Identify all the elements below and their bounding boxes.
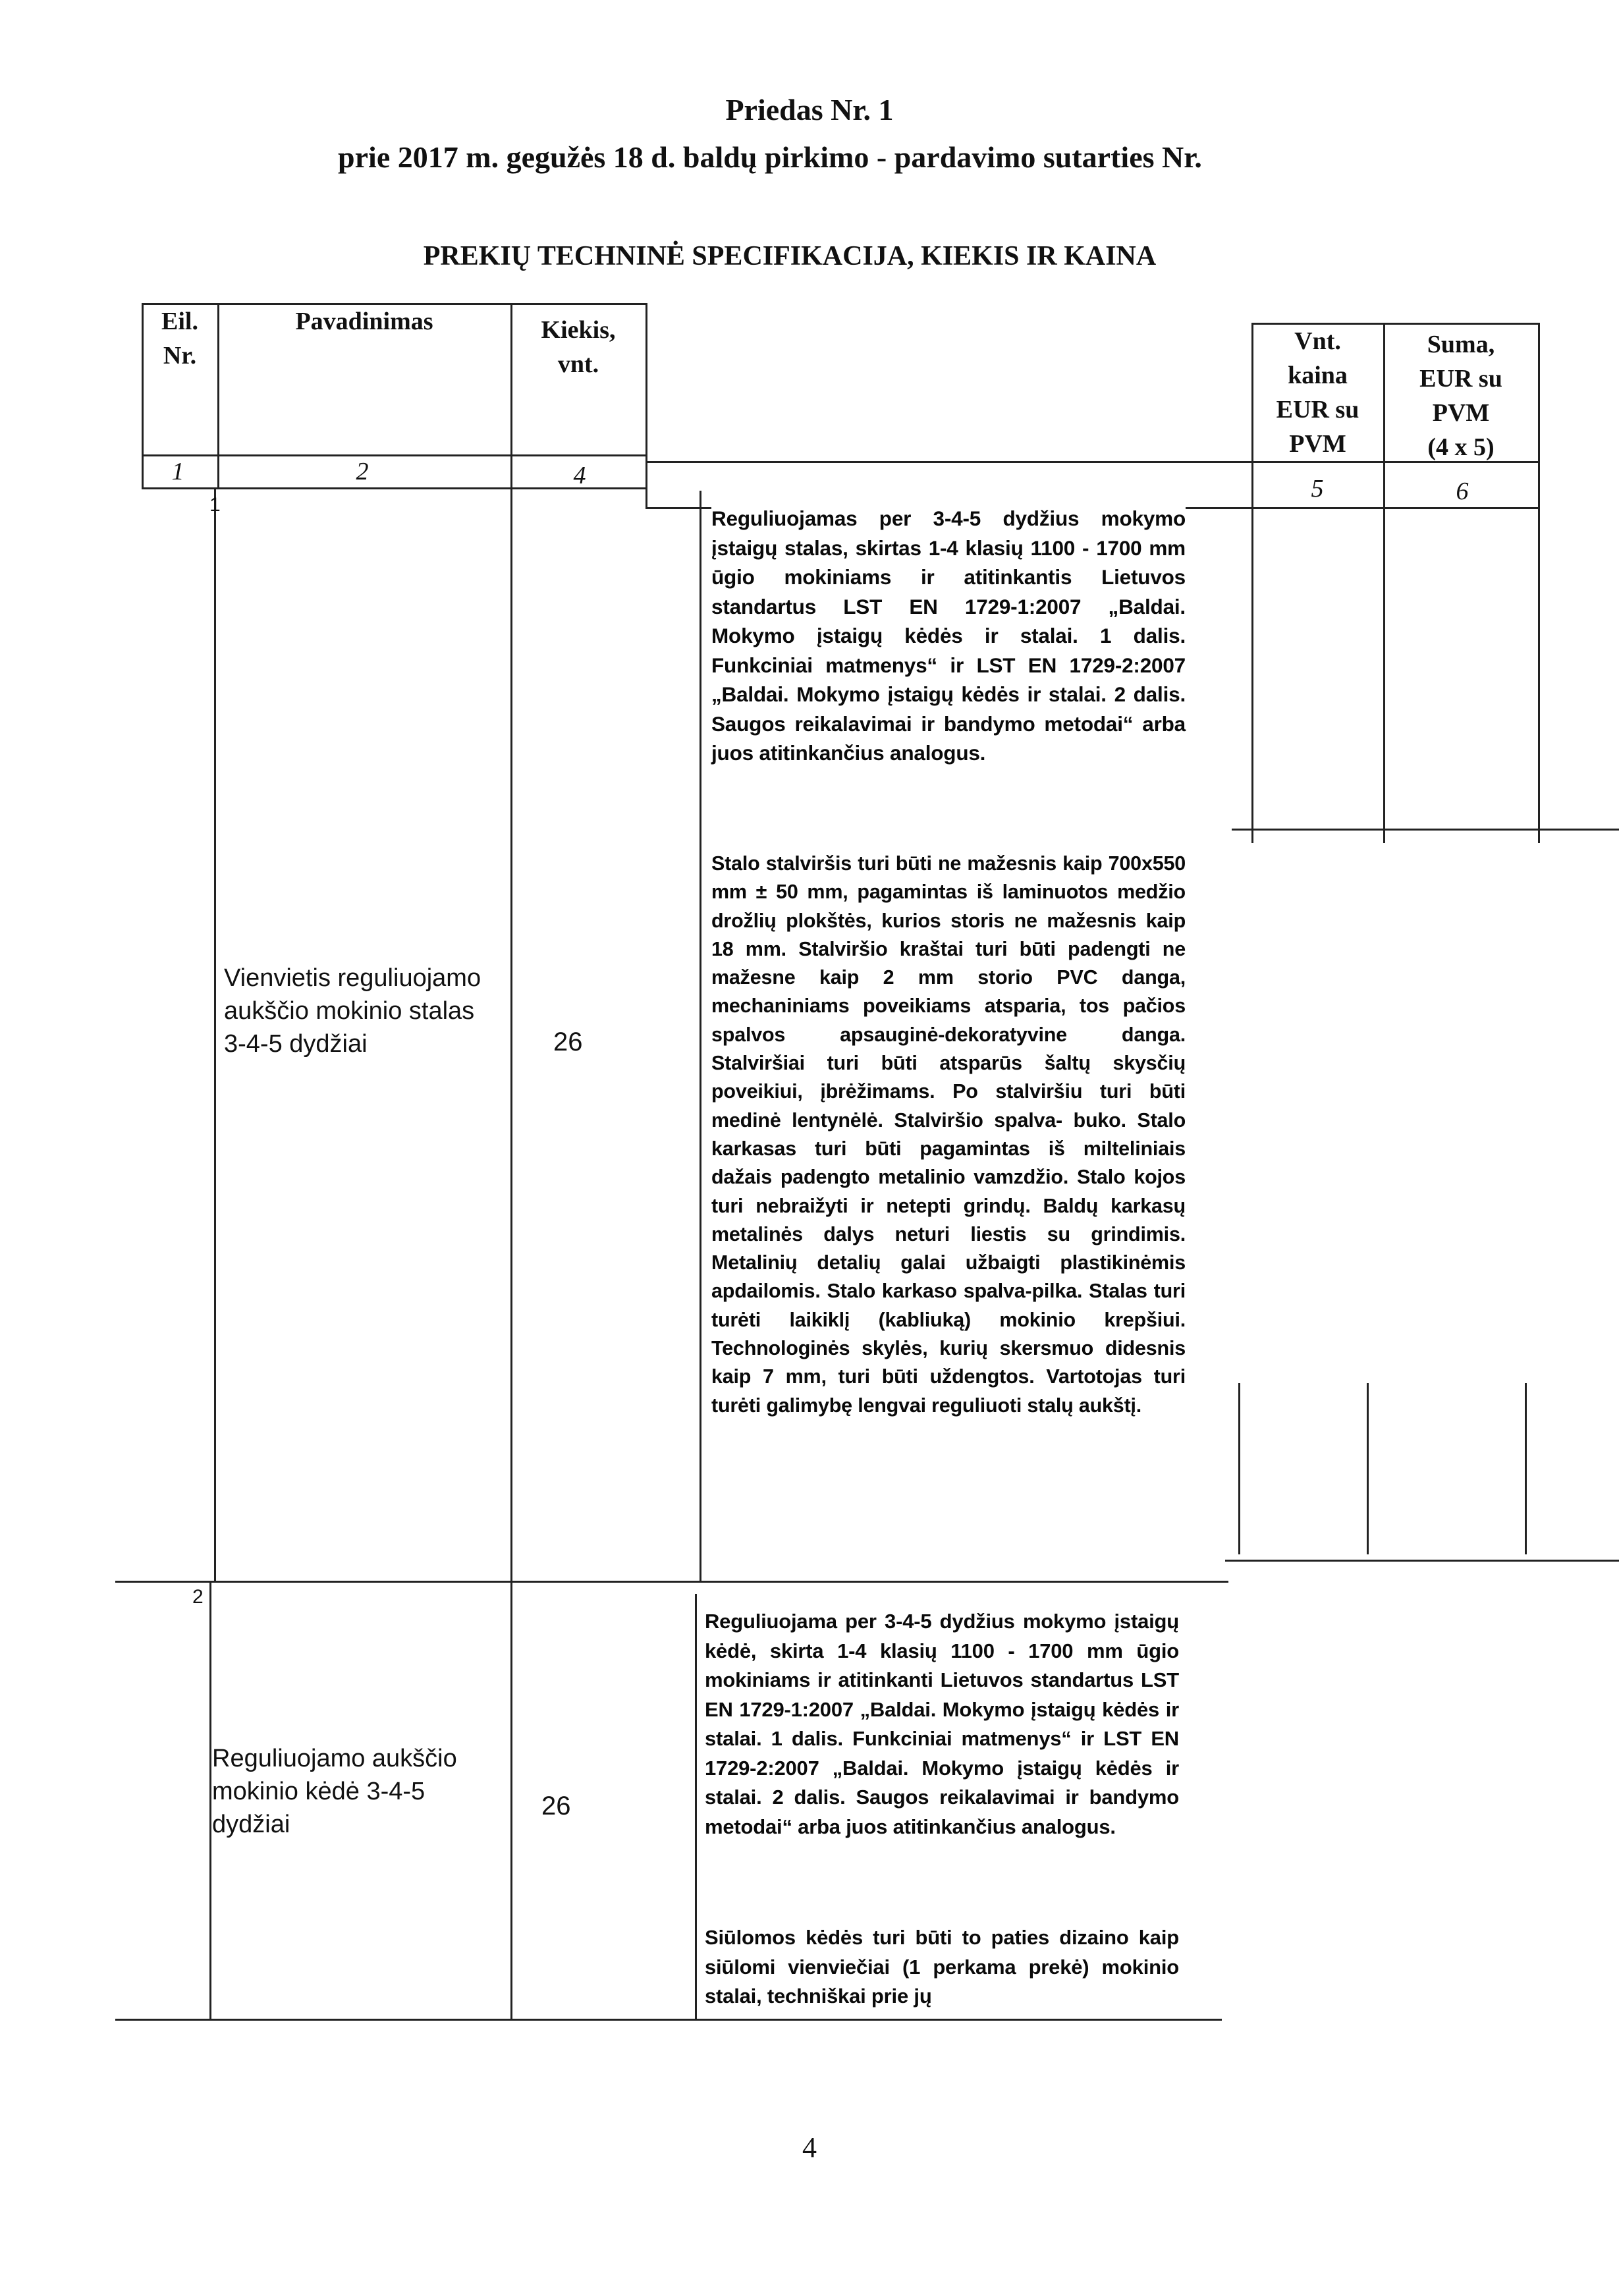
item-name: Vienvietis reguliuojamo aukščio mokinio stalas 3-4-5 dydžiai (224, 964, 481, 1058)
page-number: 4 (802, 2131, 817, 2164)
column-number-2: 2 (356, 458, 369, 485)
item-spec-part1: Reguliuojama per 3-4-5 dydžius mokymo įstaigų kėdė, skirta 1-4 klasių 1100 - 1700 mm ūgio mokiniams ir atitinkanti Lietuvos standartus LST EN 1729-1:2007 „Baldai. Mokymo įstaigų kėdės ir stalai. 1 dalis. Funkciniai matmenys“ ir LST EN 1729-2:2007 „Baldai. Mokymo įstaigų kėdės ir stalai. 2 dalis. Saugos reikalavimai ir bandymo metodai“ arba juos atitinkančius analogus. (705, 1607, 1179, 1842)
header-qty-line1: Kiekis, (541, 316, 616, 344)
header-sum (1385, 327, 1537, 464)
header-unit-price-line3: EUR su (1276, 396, 1359, 424)
column-number-1: 1 (171, 458, 184, 485)
item-spec-part1: Reguliuojamas per 3-4-5 dydžius mokymo įstaigų stalas, skirtas 1-4 klasių 1100 - 1700 mm ūgio mokiniams ir atitinkantis Lietuvos standartus LST EN 1729-1:2007 „Baldai. Mokymo įstaigų kėdės ir stalai. 1 dalis. Funkciniai matmenys“ ir LST EN 1729-2:2007 „Baldai. Mokymo įstaigų kėdės ir stalai. 2 dalis. Saugos reikalavimai ir bandymo metodai“ arba juos atitinkančius analogus. (711, 504, 1186, 768)
header-nr (144, 304, 216, 373)
column-number-6: 6 (1456, 478, 1469, 505)
header-qty-line2: vnt. (557, 350, 599, 378)
header-nr-line2: Nr. (163, 342, 197, 369)
column-number-5: 5 (1311, 475, 1324, 503)
column-number-4: 4 (573, 462, 586, 489)
header-sum-line3: PVM (1432, 399, 1490, 427)
spec-title: PREKIŲ TECHNINĖ SPECIFIKACIJA, KIEKIS IR KAINA (423, 241, 1157, 271)
annex-label: Priedas Nr. 1 (725, 93, 894, 126)
item-quantity: 26 (553, 1027, 583, 1056)
contract-reference: prie 2017 m. gegužės 18 d. baldų pirkimo - pardavimo sutarties Nr. (338, 140, 1202, 174)
header-sum-line4: (4 x 5) (1427, 433, 1495, 461)
header-sum-line1: Suma, (1427, 331, 1495, 358)
item-quantity: 26 (541, 1791, 571, 1820)
header-name: Pavadinimas (295, 308, 433, 335)
header-unit-price (1253, 324, 1382, 461)
header-unit-price-line2: kaina (1288, 362, 1348, 389)
row-number: 1 (209, 494, 221, 516)
item-spec-part2: Stalo stalviršis turi būti ne mažesnis kaip 700x550 mm ± 50 mm, pagamintas iš laminuotos medžio drožlių plokštės, kurios storis ne mažesnis kaip 18 mm. Stalviršio kraštai turi būti padengti ne mažesne kaip 2 mm storio PVC danga, mechaniniams poveikiams atsparia, tos pačios spalvos apsauginė-dekoratyvine danga. Stalviršiai turi būti atsparūs šaltų skysčių poveikiui, įbrėžimams. Po stalviršiu turi būti medinė lentynėlė. Stalviršio spalva- buko. Stalo karkasas turi būti pagamintas iš milteliniais dažais padengto metalinio vamzdžio. Stalo kojos turi nebraižyti ir netepti grindų. Baldų karkasų metalinės dalys neturi liestis su grindimis. Metalinių detalių galai užbaigti plastikinėmis apdailomis. Stalo karkaso spalva-pilka. Stalas turi turėti laikiklį (kabliuką) mokinio krepšiui. Technologinės skylės, kurių skersmuo didesnis kaip 7 mm, turi būti uždengtos. Vartotojas turi turėti galimybę lengvai reguliuoti stalų aukštį. (711, 850, 1186, 1420)
header-unit-price-line1: Vnt. (1294, 327, 1341, 355)
row-number: 2 (192, 1586, 204, 1608)
header-nr-line1: Eil. (161, 308, 198, 335)
item-name: Reguliuojamo aukščio mokinio kėdė 3-4-5 dydžiai (212, 1745, 457, 1838)
header-qty (512, 313, 644, 381)
header-sum-line2: EUR su (1419, 365, 1502, 393)
header-unit-price-line4: PVM (1289, 430, 1346, 458)
item-spec-part2: Siūlomos kėdės turi būti to paties dizaino kaip siūlomi vienviečiai (1 perkama prekė) mokinio stalai, techniškai prie jų (705, 1923, 1179, 2011)
